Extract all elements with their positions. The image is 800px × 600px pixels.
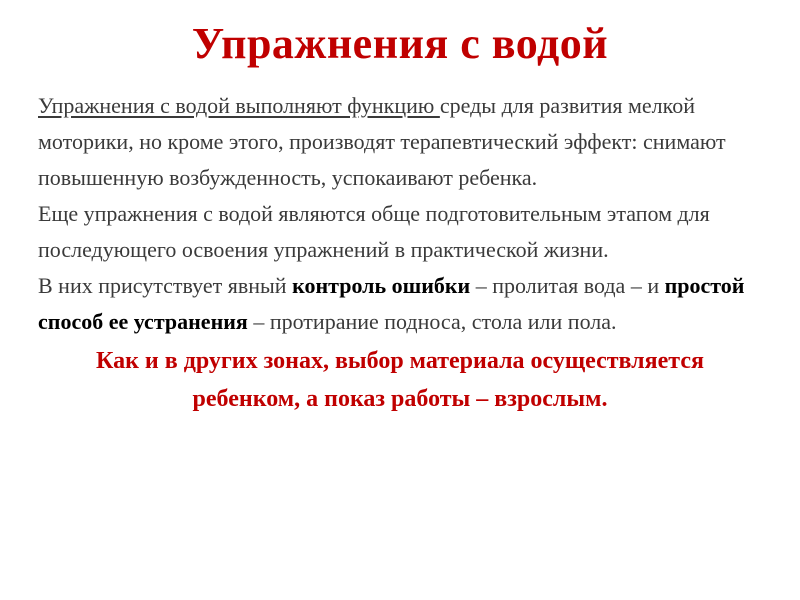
bold-phrase-simple-fix: простой способ ее устранения [38, 273, 745, 334]
paragraph-text: – пролитая вода – и [470, 273, 665, 298]
paragraph-error-control [38, 268, 762, 340]
slide-title: Упражнения с водой [191, 19, 609, 68]
slide-body [38, 88, 762, 340]
paragraph-text: В них присутствует явный [38, 273, 293, 298]
paragraph-text: среды для развития мелкой моторики, но кроме этого, производят терапевтический эффект: снимают повышенную возбужденность, успокаивают ребенка. [38, 93, 726, 190]
paragraph-water-function [38, 88, 762, 196]
underlined-lead-phrase: Упражнения с водой выполняют функцию [38, 93, 440, 118]
bold-phrase-error-control: контроль ошибки [292, 273, 471, 298]
paragraph-text: – протирание подноса, стола или пола. [247, 309, 617, 334]
paragraph-preparatory-stage: Еще упражнения с водой являются обще подготовительным этапом для последующего освоения упражнений в практической жизни. [38, 201, 710, 262]
conclusion-highlight: Как и в других зонах, выбор материала осуществляется ребенком, а показ работы – взрослым. [96, 348, 704, 412]
